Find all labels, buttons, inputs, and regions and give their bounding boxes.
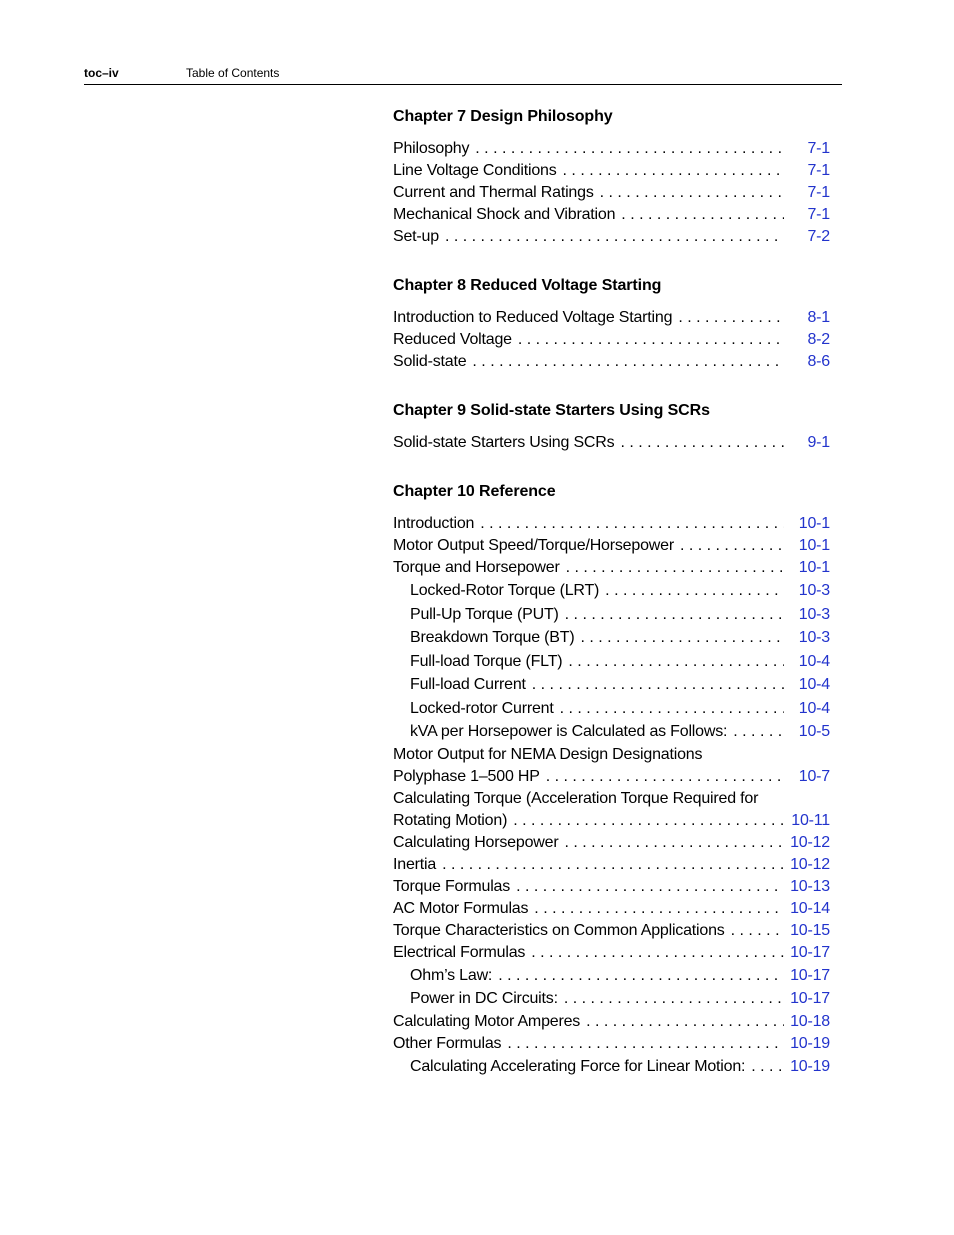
toc-entry[interactable]: Philosophy . . . 7-1: [393, 138, 830, 160]
dot-leader: [531, 942, 784, 964]
page-header: [84, 66, 842, 85]
dot-leader: [600, 182, 784, 204]
toc-entry[interactable]: Solid-state Starters Using SCRs . . . 9-1: [393, 432, 830, 454]
dot-leader: [620, 432, 784, 454]
dot-leader: [513, 810, 784, 832]
page-link[interactable]: 10-4: [798, 676, 830, 693]
page-link[interactable]: 9-1: [807, 434, 830, 451]
page-link[interactable]: 10-19: [790, 1034, 830, 1052]
dot-leader: [563, 160, 784, 182]
toc-entry[interactable]: Current and Thermal Ratings . . . 7-1: [393, 182, 830, 204]
chapter-heading: Chapter 8 Reduced Voltage Starting: [393, 277, 662, 294]
dot-leader: [605, 579, 784, 603]
toc-entry[interactable]: Motor Output Speed/Torque/Horsepower . . . 10-1: [393, 535, 830, 557]
toc-entry[interactable]: Calculating Torque (Acceleration Torque Required for: [393, 789, 759, 807]
page-link[interactable]: 10-12: [790, 833, 830, 851]
page-link[interactable]: 10-3: [798, 629, 830, 646]
page-link[interactable]: 10-7: [798, 767, 830, 785]
dot-leader: [532, 673, 784, 697]
toc-subentry[interactable]: Full-load Torque (FLT) . . . 10-4: [393, 650, 830, 674]
toc-entry[interactable]: Introduction to Reduced Voltage Starting . . . 8-1: [393, 307, 830, 329]
toc-entry[interactable]: Calculating Horsepower . . . 10-12: [393, 832, 830, 854]
page-link[interactable]: 10-4: [798, 652, 830, 670]
page-link[interactable]: 10-17: [790, 966, 830, 984]
page-link[interactable]: 10-1: [798, 559, 830, 576]
page-link[interactable]: 10-17: [790, 990, 830, 1007]
toc-entry[interactable]: Set-up . . . 7-2: [393, 226, 830, 248]
page-link[interactable]: 10-3: [798, 582, 830, 599]
dot-leader: [480, 513, 784, 535]
page-link[interactable]: 10-4: [798, 699, 830, 717]
page-link[interactable]: 8-1: [807, 309, 830, 326]
page-link[interactable]: 10-18: [790, 1012, 830, 1030]
page-link[interactable]: 7-1: [807, 206, 830, 223]
dot-leader: [580, 626, 784, 650]
dot-leader: [680, 535, 784, 557]
dot-leader: [472, 351, 784, 373]
page-link[interactable]: 10-15: [790, 921, 830, 939]
dot-leader: [445, 226, 784, 248]
toc-entry[interactable]: Solid-state . . . 8-6: [393, 351, 830, 373]
dot-leader: [507, 1033, 784, 1055]
toc-entry[interactable]: Inertia . . . 10-12: [393, 854, 830, 876]
page-link[interactable]: 10-5: [798, 723, 830, 740]
toc-entry[interactable]: Introduction . . . 10-1: [393, 513, 830, 535]
page-link[interactable]: 7-1: [807, 162, 830, 179]
page-link[interactable]: 10-19: [790, 1057, 830, 1075]
dot-leader: [564, 832, 784, 854]
toc-subentry[interactable]: Locked-rotor Current . . . 10-4: [393, 697, 830, 721]
chapter-heading: Chapter 7 Design Philosophy: [393, 108, 613, 125]
toc-entry[interactable]: Mechanical Shock and Vibration . . . 7-1: [393, 204, 830, 226]
dot-leader: [566, 557, 784, 579]
toc-entry[interactable]: Torque Formulas . . . 10-13: [393, 876, 830, 898]
header-title: Table of Contents: [186, 66, 280, 80]
page-link[interactable]: 7-2: [807, 228, 830, 245]
page-link[interactable]: 10-1: [798, 537, 830, 554]
dot-leader: [560, 697, 784, 721]
page-link[interactable]: 7-1: [807, 184, 830, 201]
dot-leader: [564, 987, 784, 1011]
dot-leader: [546, 766, 784, 788]
page-link[interactable]: 8-2: [807, 331, 830, 348]
toc-subentry[interactable]: Full-load Current . . . 10-4: [393, 673, 830, 697]
dot-leader: [516, 876, 784, 898]
toc-subentry[interactable]: Locked-Rotor Torque (LRT) . . . 10-3: [393, 579, 830, 603]
page-link[interactable]: 10-11: [791, 811, 830, 829]
page-link[interactable]: 10-14: [790, 899, 830, 917]
toc-subentry[interactable]: Calculating Accelerating Force for Linear Motion: . . . 10-19: [393, 1055, 830, 1079]
toc-entry[interactable]: AC Motor Formulas . . . 10-14: [393, 898, 830, 920]
dot-leader: [565, 603, 784, 627]
toc-entry[interactable]: Electrical Formulas . . . 10-17: [393, 942, 830, 964]
toc-subentry[interactable]: Breakdown Torque (BT) . . . 10-3: [393, 626, 830, 650]
toc-entry[interactable]: Reduced Voltage . . . 8-2: [393, 329, 830, 351]
dot-leader: [586, 1011, 784, 1033]
dot-leader: [442, 854, 784, 876]
dot-leader: [678, 307, 784, 329]
toc-subentry[interactable]: Ohm’s Law: . . . 10-17: [393, 964, 830, 988]
toc-subentry[interactable]: kVA per Horsepower is Calculated as Follows: . . . 10-5: [393, 720, 830, 744]
dot-leader: [498, 964, 784, 988]
dot-leader: [751, 1055, 784, 1079]
toc-content: [393, 106, 830, 1078]
page-link[interactable]: 8-6: [807, 353, 830, 370]
chapter-heading: Chapter 9 Solid-state Starters Using SCRs: [393, 402, 710, 419]
chapter-heading: Chapter 10 Reference: [393, 483, 556, 500]
dot-leader: [518, 329, 784, 351]
toc-subentry[interactable]: Power in DC Circuits: . . . 10-17: [393, 987, 830, 1011]
toc-entry[interactable]: Rotating Motion) . . . 10-11: [393, 810, 830, 832]
page-link[interactable]: 10-1: [798, 515, 830, 532]
page-link[interactable]: 7-1: [807, 140, 830, 157]
toc-entry[interactable]: Torque Characteristics on Common Applications . . . 10-15: [393, 920, 830, 942]
page-link[interactable]: 10-13: [790, 877, 830, 895]
toc-subentry[interactable]: Pull-Up Torque (PUT) . . . 10-3: [393, 603, 830, 627]
toc-entry[interactable]: Line Voltage Conditions . . . 7-1: [393, 160, 830, 182]
page-link[interactable]: 10-3: [798, 605, 830, 623]
toc-entry[interactable]: Polyphase 1–500 HP . . . 10-7: [393, 766, 830, 788]
toc-entry[interactable]: Other Formulas . . . 10-19: [393, 1033, 830, 1055]
dot-leader: [475, 138, 784, 160]
page-link[interactable]: 10-12: [790, 855, 830, 873]
dot-leader: [568, 650, 784, 674]
toc-entry[interactable]: Torque and Horsepower . . . 10-1: [393, 557, 830, 579]
page-number: toc–iv: [84, 66, 119, 80]
toc-entry[interactable]: Motor Output for NEMA Design Designations: [393, 745, 703, 763]
toc-entry[interactable]: Calculating Motor Amperes . . . 10-18: [393, 1011, 830, 1033]
dot-leader: [534, 898, 784, 920]
dot-leader: [621, 204, 784, 226]
dot-leader: [731, 920, 784, 942]
page-link[interactable]: 10-17: [790, 943, 830, 961]
dot-leader: [733, 720, 784, 744]
